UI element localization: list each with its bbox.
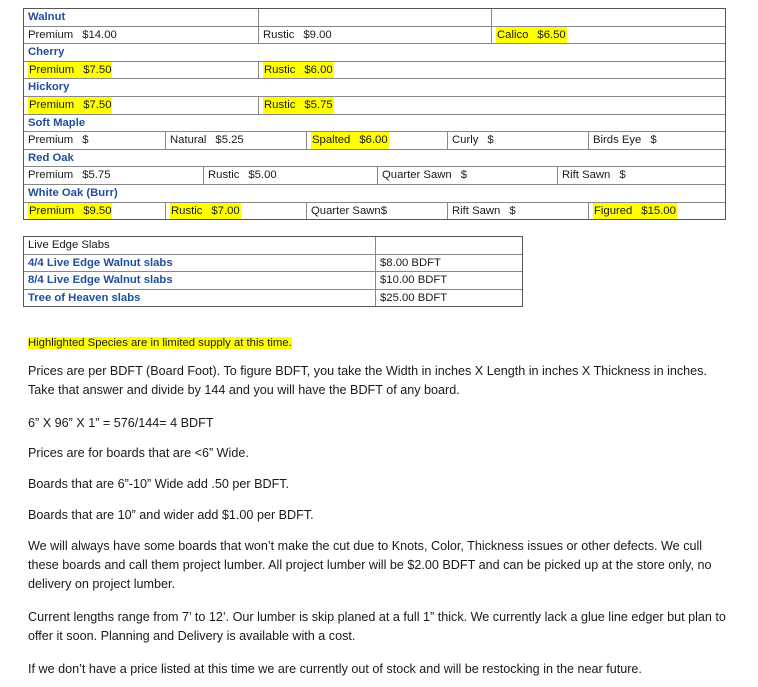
grade-natural: Natural $5.25 bbox=[165, 132, 306, 149]
species-row-walnut bbox=[24, 9, 725, 26]
grade-premium: Premium $7.50 bbox=[24, 97, 258, 114]
grade-premium: Premium $7.50 bbox=[24, 62, 258, 79]
slab-row bbox=[24, 289, 522, 307]
grade-quarter-sawn: Quarter Sawn $ bbox=[377, 167, 557, 184]
lumber-price-table bbox=[23, 8, 726, 220]
bdft-example: 6” X 96” X 1” = 576/144= 4 BDFT bbox=[28, 416, 214, 430]
slab-price: $25.00 BDFT bbox=[375, 290, 524, 307]
slabs-header: Live Edge Slabs bbox=[28, 239, 110, 251]
highlight-note: Highlighted Species are in limited supply at this time. bbox=[28, 337, 292, 349]
species-name: Walnut bbox=[28, 11, 66, 23]
slabs-price-table bbox=[23, 236, 523, 307]
grade-rustic: Rustic $5.75 bbox=[258, 97, 727, 114]
slab-price: $8.00 BDFT bbox=[375, 255, 524, 272]
species-row-soft-maple bbox=[24, 114, 725, 132]
grade-figured: Figured $15.00 bbox=[588, 203, 727, 220]
slab-row bbox=[24, 254, 522, 272]
species-row-red-oak bbox=[24, 149, 725, 167]
grade-rustic: Rustic $5.00 bbox=[203, 167, 377, 184]
grade-rustic: Rustic $9.00 bbox=[258, 27, 491, 44]
species-name: White Oak (Burr) bbox=[28, 186, 118, 199]
grade-row-red-oak bbox=[24, 166, 725, 184]
width-10-plus-note: Boards that are 10” and wider add $1.00 per BDFT. bbox=[28, 508, 314, 522]
grade-rift-sawn: Rift Sawn $ bbox=[557, 167, 727, 184]
slab-name: Tree of Heaven slabs bbox=[28, 291, 141, 304]
slab-name: 8/4 Live Edge Walnut slabs bbox=[28, 274, 173, 287]
grade-premium: Premium $ bbox=[28, 134, 89, 147]
lengths-note: Current lengths range from 7’ to 12’. Our lumber is skip planed at a full 1” thick. We currently lack a glue line edger but plan to offer it soon. Planning and Delivery is available with a cost. bbox=[28, 610, 726, 643]
width-6-10-note: Boards that are 6”-10” Wide add .50 per BDFT. bbox=[28, 477, 290, 491]
grade-quarter-sawn: Quarter Sawn$ bbox=[306, 203, 447, 220]
grade-premium: Premium $14.00 bbox=[28, 28, 117, 41]
grade-premium: Premium $9.50 bbox=[24, 203, 165, 220]
width-note: Prices are for boards that are <6” Wide. bbox=[28, 446, 249, 460]
grade-row-cherry bbox=[24, 61, 725, 79]
species-name: Cherry bbox=[28, 46, 65, 59]
species-name: Red Oak bbox=[28, 151, 74, 164]
stock-note: If we don’t have a price listed at this time we are currently out of stock and will be restocking in the near future. bbox=[28, 662, 642, 676]
grade-birds-eye: Birds Eye $ bbox=[588, 132, 727, 149]
grade-row-soft-maple bbox=[24, 131, 725, 149]
species-row-hickory bbox=[24, 78, 725, 96]
grade-spalted: Spalted $6.00 bbox=[306, 132, 447, 149]
grade-rustic: Rustic $7.00 bbox=[165, 203, 306, 220]
grade-rustic: Rustic $6.00 bbox=[258, 62, 727, 79]
project-lumber-note: We will always have some boards that won’t make the cut due to Knots, Color, Thickness issues or other defects. We cull these boards and call them project lumber. All project lumber will be $2.00 BDFT and can be picked up at the store only, no delivery on project lumber. bbox=[28, 539, 712, 591]
species-name: Hickory bbox=[28, 81, 70, 94]
slabs-header-row bbox=[24, 237, 522, 254]
slab-price: $10.00 BDFT bbox=[375, 272, 524, 289]
species-name: Soft Maple bbox=[28, 116, 86, 129]
slab-row bbox=[24, 271, 522, 289]
grade-curly: Curly $ bbox=[447, 132, 588, 149]
bdft-explanation: Prices are per BDFT (Board Foot). To figure BDFT, you take the Width in inches X Length in inches X Thickness in inches. Take that answer and divide by 144 and you will have the BDFT of any board. bbox=[28, 364, 707, 397]
species-row-white-oak bbox=[24, 184, 725, 202]
grade-premium: Premium $5.75 bbox=[28, 169, 111, 182]
grade-row-walnut bbox=[24, 26, 725, 44]
grade-row-hickory bbox=[24, 96, 725, 114]
species-row-cherry bbox=[24, 43, 725, 61]
grade-row-white-oak bbox=[24, 202, 725, 220]
grade-rift-sawn: Rift Sawn $ bbox=[447, 203, 588, 220]
slab-name: 4/4 Live Edge Walnut slabs bbox=[28, 256, 173, 269]
grade-calico: Calico $6.50 bbox=[491, 27, 727, 44]
